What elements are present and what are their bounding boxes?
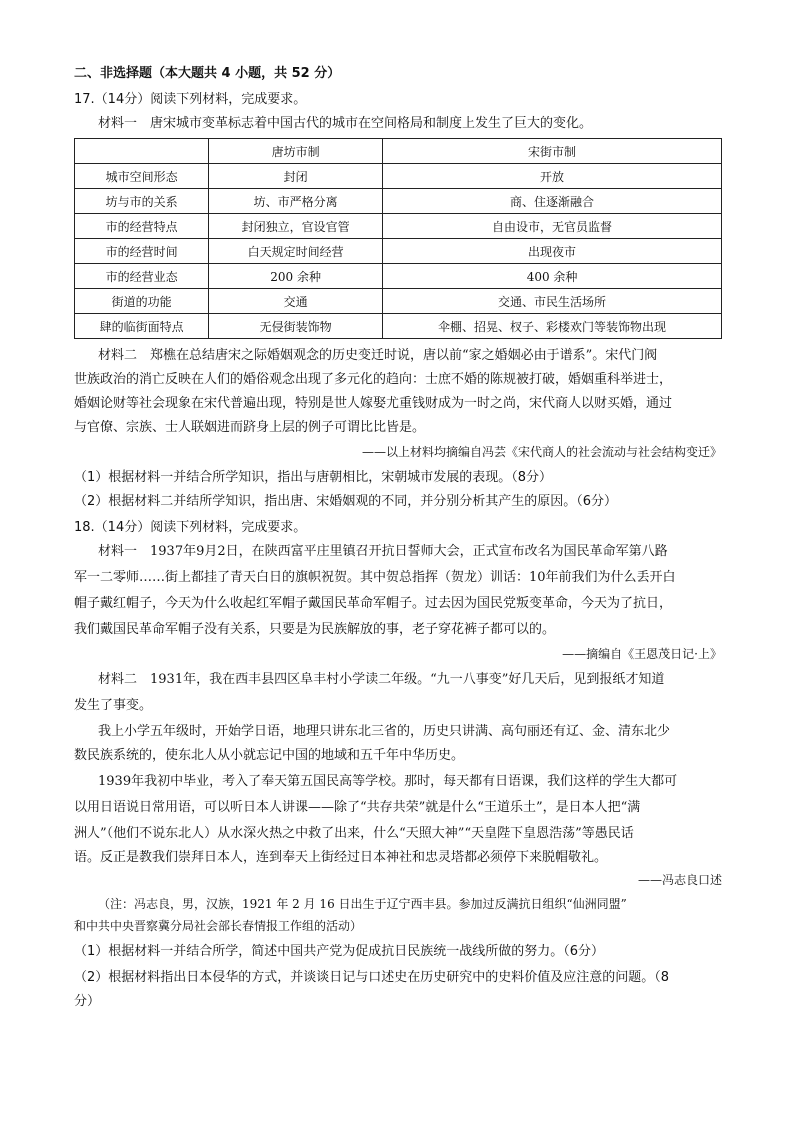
table-header-cell <box>75 139 209 164</box>
q18-subquestion-2-cont: 分） <box>74 994 101 1009</box>
q18-material2-line: 洲人”（他们不说东北人）从水深火热之中救了出来，什么“天照大神”“天皇陛下皇恩浩荡”等愚民话 <box>74 826 634 841</box>
table-cell: 坊与市的关系 <box>75 189 209 214</box>
table-cell: 200 余种 <box>209 264 383 289</box>
q18-subquestion-1: （1）根据材料一并结合所学，简述中国共产党为促成抗日民族统一战线所做的努力。（6分） <box>74 944 605 959</box>
table-cell: 无侵街装饰物 <box>209 314 383 339</box>
q18-material2-line: 1939年我初中毕业，考入了奉天第五国民高等学校。那时，每天都有日语课，我们这样的学生大都可 <box>98 774 678 789</box>
table-cell: 白天规定时间经营 <box>209 239 383 264</box>
table-cell: 开放 <box>383 164 722 189</box>
table-cell: 400 余种 <box>383 264 722 289</box>
q18-material2-line: 语。反正是教我们崇拜日本人，连到奉天上街经过日本神社和忠灵塔都必须停下来脱帽敬礼。 <box>74 850 608 865</box>
q18-subquestion-2: （2）根据材料指出日本侵华的方式，并谈谈日记与口述史在历史研究中的史料价值及应注意的问题。（8 <box>74 970 670 985</box>
table-row <box>75 314 722 339</box>
q18-material1-line: 材料一 1937年9月2日，在陕西富平庄里镇召开抗日誓师大会，正式宣布改名为国民革命军第八路 <box>98 544 668 559</box>
table-cell: 商、住逐渐融合 <box>383 189 722 214</box>
q18-material1-source: ——摘编自《王恩茂日记·上》 <box>562 647 722 661</box>
q17-material2-line: 与官僚、宗族、士人联姻进而跻身上层的例子可谓比比皆是。 <box>74 420 426 435</box>
table-cell: 市的经营时间 <box>75 239 209 264</box>
q17-header: 17.（14分）阅读下列材料，完成要求。 <box>74 92 307 107</box>
table-cell: 自由设市，无官员监督 <box>383 214 722 239</box>
q18-material1-line: 军一二零师……街上都挂了青天白日的旗帜祝贺。其中贺总指挥（贺龙）训话：10年前我们为什么丢开白 <box>74 570 676 585</box>
table-header-cell: 宋街市制 <box>383 139 722 164</box>
q17-material2-source: ——以上材料均摘编自冯芸《宋代商人的社会流动与社会结构变迁》 <box>361 445 722 459</box>
table-cell: 交通 <box>209 289 383 314</box>
q17-material2-line: 世族政治的消亡反映在人们的婚俗观念出现了多元化的趋向：士庶不婚的陈规被打破，婚姻重科举进士， <box>74 372 673 387</box>
table-cell: 封闭 <box>209 164 383 189</box>
q17-subquestion-1: （1）根据材料一并结合所学知识，指出与唐朝相比，宋朝城市发展的表现。（8分） <box>74 470 553 485</box>
table-header-cell: 唐坊市制 <box>209 139 383 164</box>
section-title: 二、非选择题（本大题共 4 小题，共 52 分） <box>74 66 341 81</box>
q17-material2-line: 婚姻论财等社会现象在宋代普遍出现，特别是世人嫁娶尤重钱财成为一时之尚，宋代商人以财买婚，通过 <box>74 396 673 411</box>
table-row <box>75 189 722 214</box>
table-cell: 市的经营特点 <box>75 214 209 239</box>
table-cell: 伞棚、招晃、杈子、彩楼欢门等装饰物出现 <box>383 314 722 339</box>
table-row <box>75 239 722 264</box>
table-row <box>75 264 722 289</box>
q18-material2-line: 数民族系统的，使东北人从小就忘记中国的地域和五千年中华历史。 <box>74 748 465 763</box>
q18-material1-line: 帽子戴红帽子，今天为什么收起红军帽子戴国民革命军帽子。过去因为国民党叛变革命，今天为了抗日， <box>74 596 673 611</box>
table-row <box>75 214 722 239</box>
table-header-row <box>75 139 722 164</box>
q18-material1-line: 我们戴国民革命军帽子没有关系，只要是为民族解放的事，老子穿花裤子都可以的。 <box>74 622 556 637</box>
q17-subquestion-2: （2）根据材料二并结所学知识，指出唐、宋婚姻观的不同，并分别分析其产生的原因。（6分） <box>74 494 618 509</box>
table-row <box>75 164 722 189</box>
q18-material2-line: 我上小学五年级时，开始学日语，地理只讲东北三省的，历史只讲满、高句丽还有辽、金、清东北少 <box>98 724 671 739</box>
table-row <box>75 289 722 314</box>
table-cell: 封闭独立，官设官管 <box>209 214 383 239</box>
q18-material2-source: ——冯志良口述 <box>637 873 722 887</box>
table-cell: 肆的临街面特点 <box>75 314 209 339</box>
q18-material2-line: 发生了事变。 <box>74 698 153 713</box>
q17-material2-line: 材料二 郑樵在总结唐宋之际婚姻观念的历史变迁时说，唐以前“家之婚姻必由于谱系”。宋代门阀 <box>98 348 658 363</box>
q18-header: 18.（14分）阅读下列材料，完成要求。 <box>74 520 307 535</box>
q18-note-line: （注：冯志良，男，汉族，1921 年 2 月 16 日出生于辽宁西丰县。参加过反满抗日组织“仙洲同盟” <box>98 897 627 911</box>
table-cell: 市的经营业态 <box>75 264 209 289</box>
table-cell: 城市空间形态 <box>75 164 209 189</box>
q18-material2-line: 材料二 1931年，我在西丰县四区阜丰村小学读二年级。“九一八事变”好几天后，见到报纸才知道 <box>98 672 665 687</box>
table-cell: 交通、市民生活场所 <box>383 289 722 314</box>
table-cell: 出现夜市 <box>383 239 722 264</box>
table-cell: 坊、市严格分离 <box>209 189 383 214</box>
q18-material2-line: 以用日语说日常用语，可以听日本人讲课——除了“共存共荣”就是什么“王道乐土”，是日本人把“满 <box>74 800 641 815</box>
q17-material1-intro: 材料一 唐宋城市变革标志着中国古代的城市在空间格局和制度上发生了巨大的变化。 <box>98 116 593 131</box>
table-cell: 街道的功能 <box>75 289 209 314</box>
q18-note-line: 和中共中央晋察冀分局社会部长春情报工作组的活动） <box>74 919 363 933</box>
comparison-table <box>74 138 722 339</box>
